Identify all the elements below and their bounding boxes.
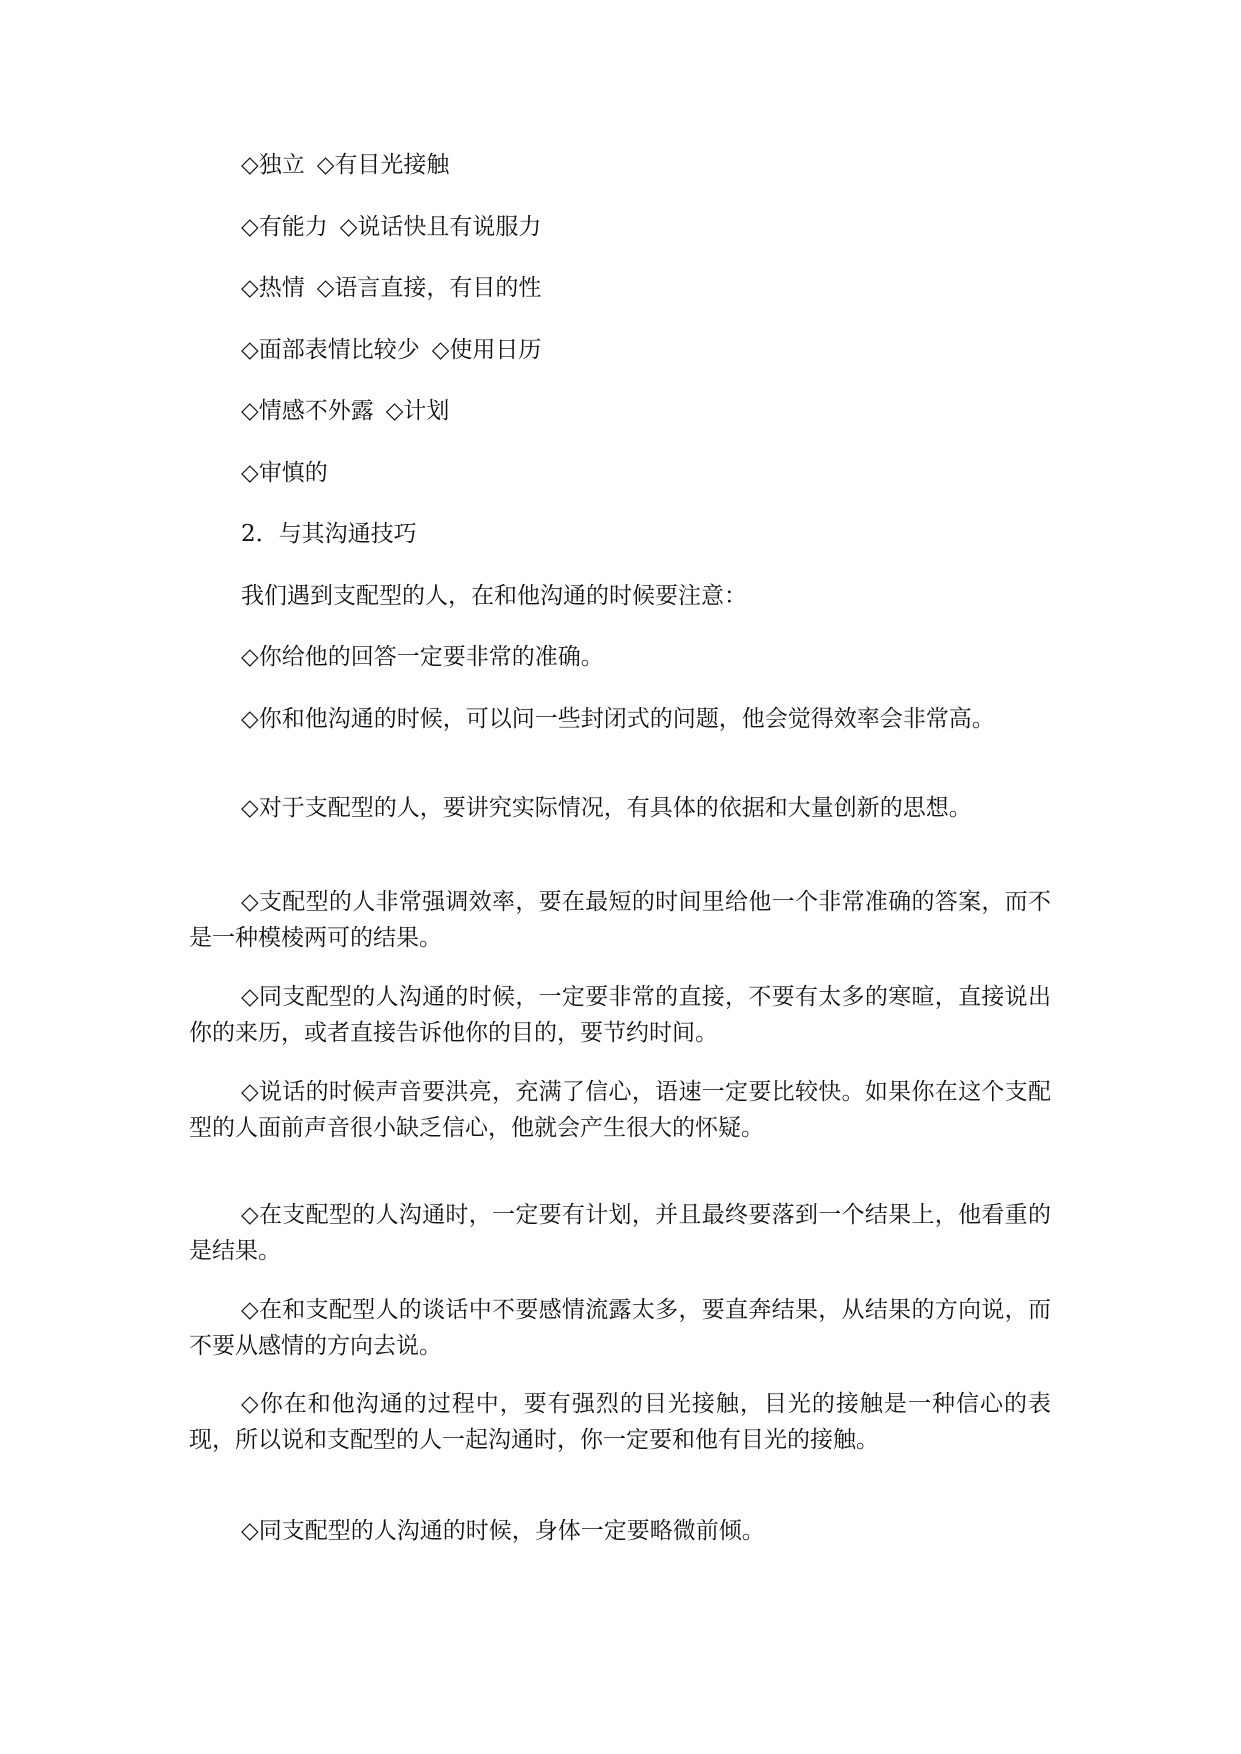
trait-left: ◇热情 — [241, 275, 305, 301]
trait-left: ◇情感不外露 — [241, 398, 374, 424]
trait-right: ◇语言直接，有目的性 — [316, 275, 542, 301]
trait-line-2 — [241, 214, 541, 240]
trait-right: ◇计划 — [385, 398, 450, 424]
tip-paragraph: ◇你在和他沟通的过程中，要有强烈的目光接触，目光的接触是一种信心的表现，所以说和支配型的人一起沟通时，你一定要和他有目光的接触。 — [189, 1391, 1051, 1453]
tip-paragraph: ◇支配型的人非常强调效率，要在最短的时间里给他一个非常准确的答案，而不是一种模棱两可的结果。 — [189, 889, 1051, 951]
tip-paragraph: ◇在和支配型人的谈话中不要感情流露太多，要直奔结果，从结果的方向说，而不要从感情的方向去说。 — [189, 1297, 1051, 1359]
trait-right: ◇使用日历 — [431, 337, 542, 363]
trait-line-6 — [241, 460, 328, 486]
tip-item: ◇对于支配型的人，要讲究实际情况，有具体的依据和大量创新的思想。 — [241, 795, 972, 821]
trait-left: ◇独立 — [241, 152, 305, 178]
trait-left: ◇有能力 — [241, 214, 328, 240]
trait-line-1 — [241, 152, 449, 178]
trait-right: ◇有目光接触 — [316, 152, 450, 178]
trait-line-4 — [241, 337, 541, 363]
trait-left: ◇面部表情比较少 — [241, 337, 420, 363]
trait-line-3 — [241, 275, 541, 301]
section-heading: 2．与其沟通技巧 — [241, 521, 417, 547]
tip-paragraph: ◇说话的时候声音要洪亮，充满了信心，语速一定要比较快。如果你在这个支配型的人面前声音很小缺乏信心，他就会产生很大的怀疑。 — [189, 1079, 1051, 1141]
intro-text: 我们遇到支配型的人，在和他沟通的时候要注意： — [241, 583, 747, 609]
trait-line-5 — [241, 398, 449, 424]
tip-item: ◇你和他沟通的时候，可以问一些封闭式的问题，他会觉得效率会非常高。 — [241, 706, 995, 732]
trait-left: ◇审慎的 — [241, 460, 328, 486]
tip-paragraph: ◇同支配型的人沟通的时候，一定要非常的直接，不要有太多的寒暄，直接说出你的来历，或者直接告诉他你的目的，要节约时间。 — [189, 984, 1051, 1046]
tip-item: ◇你给他的回答一定要非常的准确。 — [241, 644, 604, 670]
tip-paragraph: ◇在支配型的人沟通时，一定要有计划，并且最终要落到一个结果上，他看重的是结果。 — [189, 1202, 1051, 1264]
tip-item: ◇同支配型的人沟通的时候，身体一定要略微前倾。 — [241, 1518, 765, 1544]
trait-right: ◇说话快且有说服力 — [339, 214, 542, 240]
